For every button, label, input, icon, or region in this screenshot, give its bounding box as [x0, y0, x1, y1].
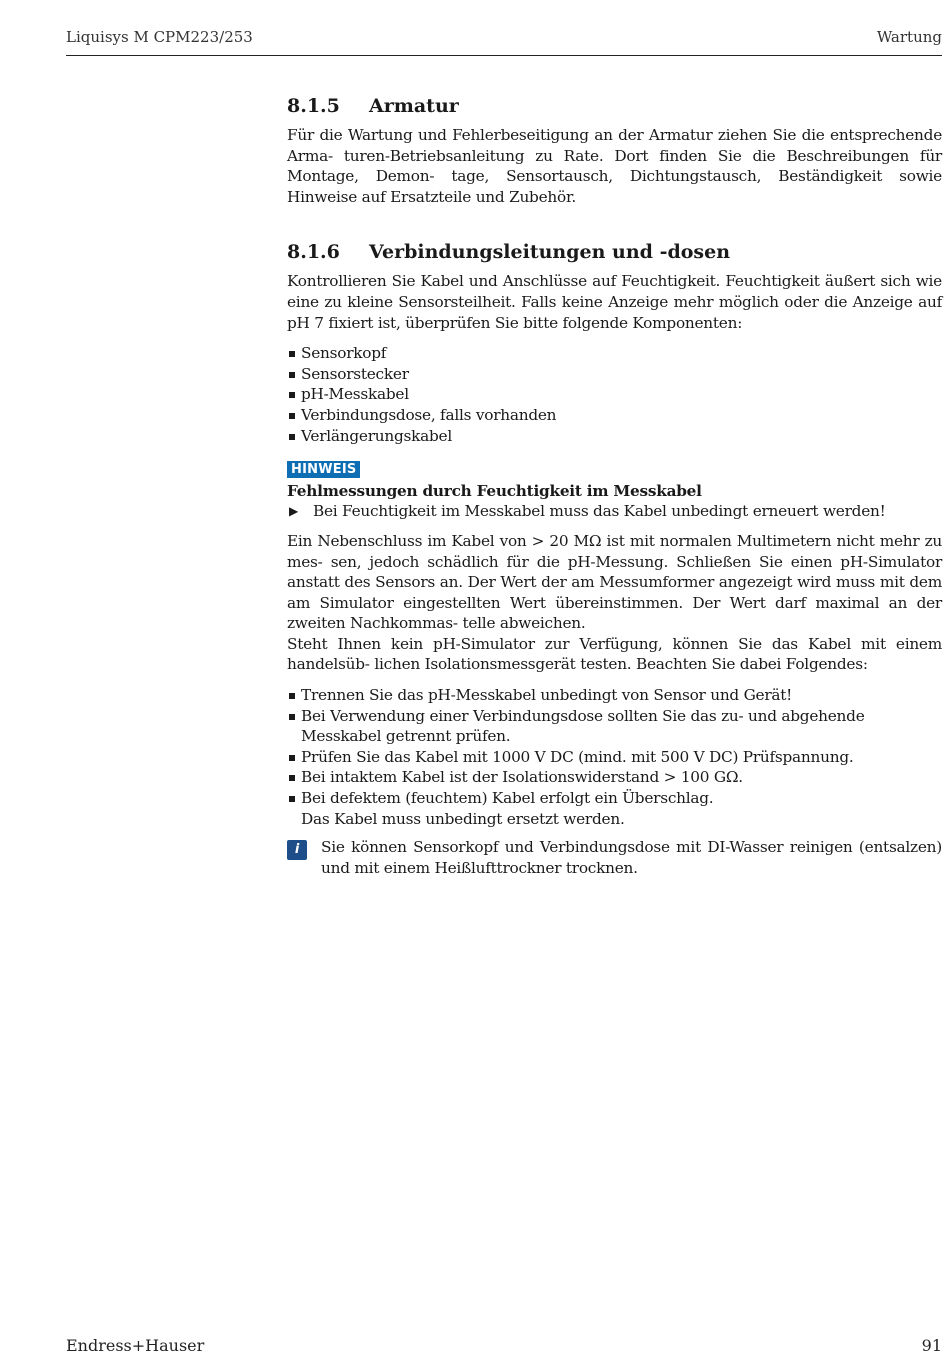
triangle-right-icon: ▶ — [289, 504, 298, 519]
info-tip — [287, 837, 942, 878]
page-header — [66, 26, 942, 56]
section-verbindungsleitungen — [287, 239, 942, 878]
notice-action-text: Bei Feuchtigkeit im Messkabel muss das Kabel unbedingt erneuert werden! — [313, 502, 886, 521]
text-line: Zubehör. — [509, 187, 576, 206]
paragraph — [287, 531, 942, 675]
page-number: 91 — [921, 1336, 942, 1355]
text-line: Sie können Sensorkopf und Verbindungsdose mit DI-Wasser reinigen (entsalzen) und — [321, 838, 942, 877]
text-line: Bei Verwendung einer Verbindungsdose sollten Sie das zu- und abgehende Messkabel — [301, 706, 865, 746]
text-line: ist, überprüfen Sie bitte folgende Komponenten: — [377, 313, 743, 332]
text-line: mit einem Heißlufttrockner trocknen. — [354, 858, 638, 877]
text-line: Bei defektem (feuchtem) Kabel erfolgt ein Überschlag. — [301, 789, 714, 808]
list-item: pH-Messkabel — [287, 384, 942, 405]
list-item — [287, 706, 942, 747]
text-line: Sensors an. Der Wert der am Messumformer angezeigt wird muss mit dem am Simulator — [287, 573, 942, 612]
list-item: Verlängerungskabel — [287, 426, 942, 447]
main-content — [287, 93, 942, 878]
list-item: Verbindungsdose, falls vorhanden — [287, 405, 942, 426]
text-line: Ein Nebenschluss im Kabel von > 20 MΩ ist mit normalen Multimetern nicht mehr zu mes- — [287, 531, 942, 571]
section-number: 8.1.6 — [287, 241, 340, 264]
notice-box — [287, 458, 942, 522]
section-armatur — [287, 93, 942, 207]
text-line: Kontrollieren Sie Kabel und Anschlüsse auf Feuchtigkeit. Feuchtigkeit äußert sich wie eine — [287, 272, 942, 311]
section-heading — [287, 239, 942, 265]
paragraph — [287, 125, 942, 207]
header-chapter-title: Wartung — [876, 28, 942, 46]
test-steps-list — [287, 685, 942, 829]
list-item: Trennen Sie das pH-Messkabel unbedingt von Sensor und Gerät! — [287, 685, 942, 706]
tip-text — [321, 837, 942, 878]
footer-company: Endress+Hauser — [66, 1336, 205, 1355]
section-heading — [287, 93, 942, 119]
section-number: 8.1.5 — [287, 95, 340, 117]
notice-badge: HINWEIS — [287, 461, 360, 478]
text-line: zu kleine Sensorsteilheit. Falls keine Anzeige mehr möglich oder die Anzeige auf pH 7 fixiert — [287, 292, 942, 332]
text-line: getrennt prüfen. — [385, 727, 511, 746]
header-document-title: Liquisys M CPM223/253 — [66, 28, 253, 46]
text-line: Für die Wartung und Fehlerbeseitigung an der Armatur ziehen Sie die entsprechende Arma- — [287, 126, 942, 165]
text-line: Steht Ihnen kein pH-Simulator zur Verfügung, können Sie das Kabel mit einem handelsüb- — [287, 634, 942, 674]
list-item: Prüfen Sie das Kabel mit 1000 V DC (mind. mit 500 V DC) Prüfspannung. — [287, 747, 942, 768]
text-line: sen, jedoch schädlich für die pH-Messung. Schließen Sie einen pH-Simulator anstatt des — [287, 552, 943, 592]
notice-action — [287, 501, 942, 522]
list-item: Sensorkopf — [287, 343, 942, 364]
text-line: telle abweichen. — [462, 614, 586, 633]
text-line: Das Kabel muss unbedingt ersetzt werden. — [301, 809, 625, 828]
text-line: lichen Isolationsmessgerät testen. Beachten Sie dabei Folgendes: — [374, 655, 868, 674]
notice-title: Fehlmessungen durch Feuchtigkeit im Messkabel — [287, 481, 702, 500]
components-list — [287, 343, 942, 446]
list-item: Bei intaktem Kabel ist der Isolationswiderstand > 100 GΩ. — [287, 767, 942, 788]
list-item: Sensorstecker — [287, 364, 942, 385]
list-item — [287, 788, 942, 829]
text-line: turen-Betriebsanleitung zu Rate. Dort finden Sie die Beschreibungen für Montage, Demon- — [287, 146, 942, 186]
info-icon: i — [287, 840, 307, 860]
paragraph — [287, 271, 942, 333]
section-title: Verbindungsleitungen und -dosen — [369, 241, 731, 264]
section-title: Armatur — [369, 95, 459, 117]
text-line: tage, Sensortausch, Dichtungstausch, Beständigkeit sowie Hinweise auf Ersatzteile und — [287, 167, 942, 206]
text-line: eingestellten Wert übereinstimmen. Der Wert darf maximal an der zweiten Nachkommas- — [287, 593, 942, 633]
